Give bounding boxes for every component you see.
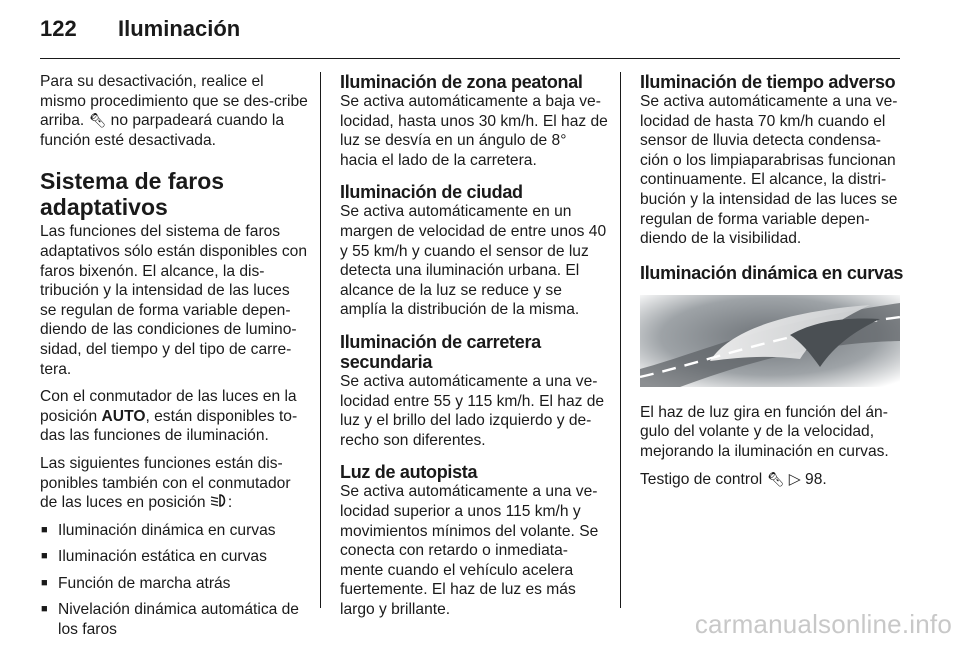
- section-title-adaptive-headlights: Sistema de faros adaptativos: [40, 168, 225, 221]
- section-city: [340, 182, 608, 320]
- list-item: ■ Nivelación dinámica automática de los faros: [40, 600, 308, 639]
- column-middle: [340, 72, 608, 631]
- section-title: Iluminación de tiempo adverso: [640, 72, 896, 92]
- header-divider: [40, 58, 900, 59]
- section-country-road: [340, 332, 608, 450]
- adaptive-headlight-icon: 🔦︎: [88, 112, 107, 129]
- section-title-dynamic-curve: Iluminación dinámica en curvas: [640, 262, 904, 283]
- paragraph-adaptive-1: Las funciones del sistema de faros adaptativos sólo están disponibles con faros bixenón. El alcance, la dis-tribución y la intensidad de las luces se regulan de forma variable depen-diendo de las condiciones de lumino-sidad, del tiempo y del tipo de carre-tera.: [40, 223, 308, 378]
- page-title: Iluminación: [118, 16, 241, 41]
- section-pedestrian: [340, 72, 608, 170]
- watermark: carmanualsonline.info: [694, 609, 952, 639]
- section-text: Se activa automáticamente a una ve-locidad superior a unos 115 km/h y movimientos mínimos del volante. Se conecta con retardo o inmediata-mente cuando el vehículo acelera fuertemente. El haz de luz es más largo y brillante.: [340, 483, 599, 618]
- page-number: 122: [40, 16, 77, 41]
- page-ref-arrow-icon: ▷: [788, 470, 801, 488]
- section-text: Se activa automáticamente en un margen de velocidad de entre unos 40 y 55 km/h y cuando el sensor de luz detecta una iluminación urbana. El alcance de la luz se reduce y se amplía la distribución de la misma.: [340, 203, 607, 319]
- paragraph-adaptive-2: Con el conmutador de las luces en la posición AUTO, están disponibles to-das las funciones de iluminación.: [40, 388, 298, 445]
- column-divider-1: [320, 72, 321, 608]
- list-item: ■ Iluminación dinámica en curvas: [40, 521, 308, 541]
- section-title: Luz de autopista: [340, 462, 478, 483]
- section-motorway: [340, 462, 608, 619]
- function-list: [40, 521, 308, 640]
- section-text: Se activa automáticamente a una ve-locidad entre 55 y 115 km/h. El haz de luz y el brillo del lado izquierdo y de-recho son diferentes.: [340, 372, 605, 449]
- section-title: Iluminación de carretera secundaria: [340, 331, 541, 372]
- curve-lighting-illustration: [640, 295, 900, 387]
- list-item: ■ Iluminación estática en curvas: [40, 547, 308, 567]
- auto-keyword: AUTO: [101, 407, 146, 425]
- column-divider-2: [620, 72, 621, 608]
- section-text: Se activa automáticamente a baja ve-locidad, hasta unos 30 km/h. El haz de luz se desvía en un ángulo de 8° hacia el lado de la carretera.: [340, 93, 608, 169]
- control-light-reference: Testigo de control 🔦︎ ▷ 98.: [640, 470, 827, 488]
- intro-paragraph: Para su desactivación, realice el mismo procedimiento que se des-cribe arriba. 🔦︎ no parpadeará cuando la función esté desactivada.: [40, 73, 308, 149]
- section-title: Iluminación de zona peatonal: [340, 72, 583, 92]
- section-bad-weather: [640, 72, 908, 249]
- paragraph-curve: El haz de luz gira en función del án-gulo del volante y de la velocidad, mejorando la iluminación en curvas.: [640, 403, 889, 460]
- list-item: ■ Función de marcha atrás: [40, 574, 308, 594]
- section-title: Iluminación de ciudad: [340, 182, 523, 203]
- dipped-beam-icon: [210, 493, 228, 513]
- page-reference-link[interactable]: 98.: [805, 470, 827, 488]
- adaptive-headlight-icon: 🔦︎: [766, 470, 785, 487]
- section-text: Se activa automáticamente a una ve-locidad de hasta 70 km/h cuando el sensor de lluvia detecta condensa-ción o los limpiaparabrisas funcionan continuamente. El alcance, la distri-bución y la intensidad de las luces se regulan de forma variable depen-diendo de la visibilidad.: [640, 93, 898, 248]
- column-right: [640, 72, 908, 497]
- paragraph-adaptive-3: Las siguientes funciones están dis-ponibles también con el conmutador de las luces en posición :: [40, 454, 291, 512]
- column-left: [40, 72, 308, 647]
- page-header: [40, 14, 900, 58]
